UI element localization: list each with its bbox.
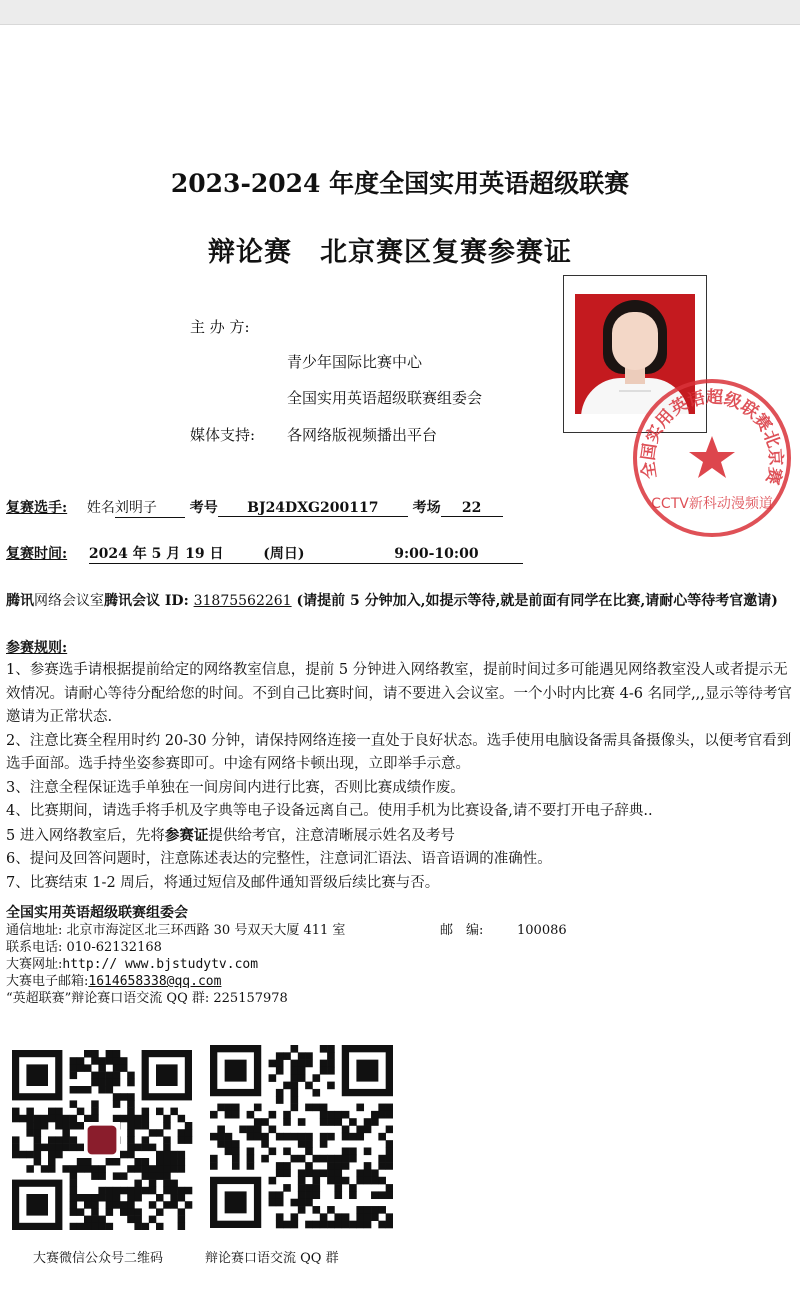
- footer-website-row: [6, 956, 258, 973]
- schedule-time: 9:00-10:00: [394, 546, 479, 562]
- website-label: 大赛网址:: [6, 957, 63, 972]
- email-link[interactable]: 1614658338@qq.com: [88, 974, 222, 989]
- meeting-id-label: 会议 ID:: [132, 593, 189, 609]
- meeting-id: 31875562261: [193, 593, 292, 609]
- schedule-date-block: [89, 543, 524, 564]
- contestant-id: BJ24DXG200117: [218, 500, 408, 517]
- meeting-info: [6, 590, 796, 613]
- footer-email-row: [6, 973, 221, 990]
- meeting-room-label: 网络会议室: [34, 593, 104, 609]
- rule-item: 2、注意比赛全程用时约 20-30 分钟，请保持网络连接一直处于良好状态。选手使用电脑设备需具备摄像头，以便考官看到选手面部。选手持坐姿参赛即可。中途有网络卡顿出现，立即举手示意。: [6, 732, 792, 772]
- footer-postcode-label: 邮 编:: [440, 923, 484, 938]
- website-link[interactable]: http:// www.bjstudytv.com: [62, 957, 259, 972]
- seal-bottom-text: CCTV新科动漫频道: [651, 496, 773, 512]
- footer-postcode: 100086: [517, 923, 567, 938]
- qq-qr-icon: [210, 1045, 393, 1230]
- footer-qq-group: “英超联赛”辩论赛口语交流 QQ 群: 225157978: [6, 991, 288, 1006]
- schedule-date: 2024 年 5 月 19 日: [88, 546, 224, 562]
- svg-text:全国实用英语超级联赛北京赛区组委会: [632, 378, 786, 487]
- contestant-row: [6, 497, 503, 518]
- rules-list: [6, 659, 796, 895]
- qq-qr-caption: 辩论赛口语交流 QQ 群: [205, 1251, 339, 1266]
- organizer-label: 主 办 方:: [190, 318, 250, 336]
- wechat-qr-code: [12, 1050, 196, 1230]
- email-label: 大赛电子邮箱:: [6, 974, 89, 989]
- rule5-text-a: 5 进入网络教室后，先将: [6, 827, 165, 844]
- schedule-weekday: (周日): [263, 546, 305, 562]
- contestant-name: 刘明子: [115, 497, 185, 518]
- media-value: 各网络版视频播出平台: [287, 426, 438, 444]
- room-label: 考场: [412, 500, 441, 516]
- rule5-highlight: 参赛证: [164, 826, 209, 844]
- wechat-qr-icon: [12, 1050, 196, 1230]
- contestant-label: 复赛选手:: [6, 500, 68, 516]
- rule-item: 6、提问及回答问题时，注意陈述表达的完整性，注意词汇语法、语音语调的准确性。: [6, 851, 552, 867]
- official-seal: [632, 378, 792, 538]
- footer-address: 通信地址: 北京市海淀区北三环西路 30 号双天大厦 411 室: [6, 923, 346, 938]
- footer-org: 全国实用英语超级联赛组委会: [6, 905, 188, 921]
- qq-group-qr-code: [210, 1045, 393, 1230]
- meeting-brand-c: 腾讯: [104, 593, 132, 609]
- page-subtitle: 辩论赛 北京赛区复赛参赛证: [208, 237, 572, 268]
- schedule-label: 复赛时间:: [6, 546, 68, 562]
- organizer-1: 青少年国际比赛中心: [287, 353, 423, 371]
- schedule-row: [6, 543, 523, 564]
- top-band: [0, 0, 800, 25]
- rule-item: 7、比赛结束 1-2 周后，将通过短信及邮件通知晋级后续比赛与否。: [6, 874, 440, 891]
- page-title: 2023-2024 年度全国实用英语超级联赛: [170, 169, 630, 198]
- contestant-room: 22: [441, 500, 503, 517]
- meeting-note: (请提前 5 分钟加入,如提示等待,就是前面有同学在比赛,请耐心等待考官邀请): [296, 593, 778, 609]
- id-label: 考号: [189, 500, 218, 516]
- rule-item: 3、注意全程保证选手单独在一间房间内进行比赛，否则比赛成绩作废。: [6, 779, 465, 796]
- rule5-text-c: 提供给考官，注意清晰展示姓名及考号: [208, 827, 455, 844]
- meeting-brand-a: 腾讯: [6, 593, 34, 609]
- media-label: 媒体支持:: [190, 426, 256, 444]
- wechat-qr-caption: 大赛微信公众号二维码: [33, 1251, 164, 1266]
- footer-phone: 联系电话: 010-62132168: [6, 940, 162, 955]
- rule-item: 1、参赛选手请根据提前给定的网络教室信息，提前 5 分钟进入网络教室，提前时间过多可能遇见网络教室没人或者提示无效情况。请耐心等待分配给您的时间。不到自己比赛时间，请不要进入会议室。一个小时内比赛 4-6 名同学,,,显示等待考官邀请为正常状态.: [6, 662, 792, 725]
- rule-item: 4、比赛期间，请选手将手机及字典等电子设备远离自己。使用手机为比赛设备,请不要打开电子辞典..: [6, 803, 653, 819]
- organizer-2: 全国实用英语超级联赛组委会: [287, 389, 483, 407]
- rule-item-5: [6, 824, 796, 849]
- rules-title: 参赛规则:: [6, 640, 68, 656]
- name-label: 姓名: [86, 500, 115, 516]
- seal-ring-text: 全国实用英语超级联赛北京赛: [638, 387, 786, 487]
